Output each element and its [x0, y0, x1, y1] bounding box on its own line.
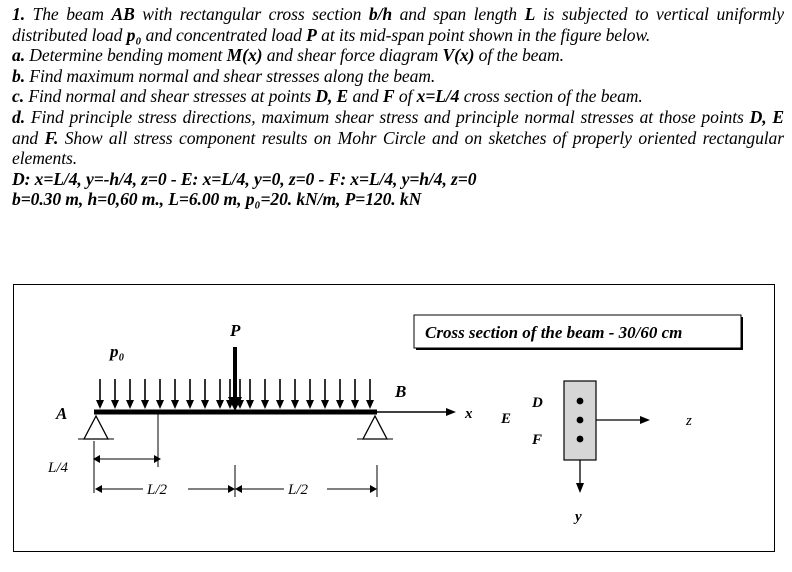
- distributed-load-label: p₀: [110, 342, 125, 361]
- question-a: [12, 45, 784, 66]
- question-c-text-3: of: [394, 86, 417, 107]
- question-c-section: x=L/4: [416, 86, 460, 107]
- problem-statement: [12, 4, 784, 210]
- dimension-l4-label: L/4: [48, 460, 69, 476]
- question-c-text-1: Find normal and shear stresses at points: [24, 86, 316, 107]
- intro-text-2: with rectangular cross section: [134, 4, 369, 24]
- question-a-text-2: and shear force diagram: [262, 45, 443, 66]
- point-e-marker: [577, 417, 584, 424]
- question-b: [12, 66, 784, 87]
- intro-beam-name: AB: [111, 4, 135, 24]
- question-b-label: b.: [12, 65, 25, 86]
- z-axis-label: z: [686, 413, 692, 429]
- point-e-label: E: [501, 411, 512, 427]
- point-load-label: P: [230, 321, 241, 340]
- dimension-l2-right-label: L/2: [288, 482, 309, 498]
- question-a-label: a.: [12, 45, 25, 66]
- question-c-label: c.: [12, 86, 25, 107]
- intro-text-6: at its mid-span point shown in the figure below.: [316, 24, 651, 45]
- question-d-points: D, E: [749, 106, 784, 127]
- point-d-marker: [577, 398, 584, 405]
- question-d-point-f: F.: [44, 127, 59, 148]
- beam-figure: [14, 285, 776, 553]
- problem-number: 1.: [12, 4, 25, 24]
- cross-section-title: Cross section of the beam - 30/60 cm: [425, 323, 683, 342]
- support-a: [78, 416, 114, 439]
- question-c-text-2: and: [348, 86, 383, 107]
- question-a-shear: V(x): [442, 45, 475, 66]
- intro-section-ratio: b/h: [368, 4, 393, 24]
- question-b-text: Find maximum normal and shear stresses along the beam.: [25, 65, 436, 86]
- intro-point-load-symbol: P: [306, 24, 317, 45]
- support-b-label: B: [395, 382, 407, 401]
- intro-span-symbol: L: [524, 4, 536, 24]
- support-a-label: A: [56, 404, 68, 423]
- points-definition: [12, 169, 784, 190]
- question-c-points: D, E: [315, 86, 349, 107]
- question-a-moment: M(x): [226, 45, 263, 66]
- dimension-l4: [93, 413, 161, 493]
- point-d-label: D: [532, 395, 543, 411]
- problem-intro: [12, 4, 784, 45]
- question-d-text-2: and: [12, 127, 45, 148]
- question-d-text-1: Find principle stress directions, maximum shear stress and principle normal stresses at those points: [25, 106, 750, 127]
- points-definition-text: D: x=L/4, y=-h/4, z=0 - E: x=L/4, y=0, z=0 - F: x=L/4, y=h/4, z=0: [12, 168, 477, 189]
- question-a-text-3: of the beam.: [474, 45, 564, 66]
- question-c-text-4: cross section of the beam.: [459, 86, 643, 107]
- intro-text-4: is subjected to vertical uniformly distributed load: [12, 4, 784, 45]
- question-a-text-1: Determine bending moment: [25, 45, 227, 66]
- point-f-label: F: [532, 432, 543, 448]
- intro-text-3: and span length: [392, 4, 525, 24]
- figure-frame: [13, 284, 775, 552]
- question-c: [12, 86, 784, 107]
- intro-text-1: The beam: [25, 4, 112, 24]
- parameters-text: b=0.30 m, h=0,60 m., L=6.00 m, p₀=20. kN/m, P=120. kN: [12, 189, 422, 210]
- x-axis-label: x: [465, 406, 473, 422]
- question-c-point-f: F: [382, 86, 395, 107]
- y-axis-label: y: [575, 509, 582, 525]
- question-d-text-3: Show all stress component results on Mohr Circle and on sketches of properly oriented rectangular elements.: [12, 127, 785, 169]
- intro-load-symbol: p₀: [126, 24, 142, 45]
- intro-text-5: and concentrated load: [141, 24, 307, 45]
- question-d-label: d.: [12, 106, 25, 127]
- support-b: [357, 416, 393, 439]
- point-f-marker: [577, 436, 584, 443]
- parameters: [12, 189, 784, 210]
- question-d: [12, 107, 784, 169]
- dimension-l2-left-label: L/2: [147, 482, 168, 498]
